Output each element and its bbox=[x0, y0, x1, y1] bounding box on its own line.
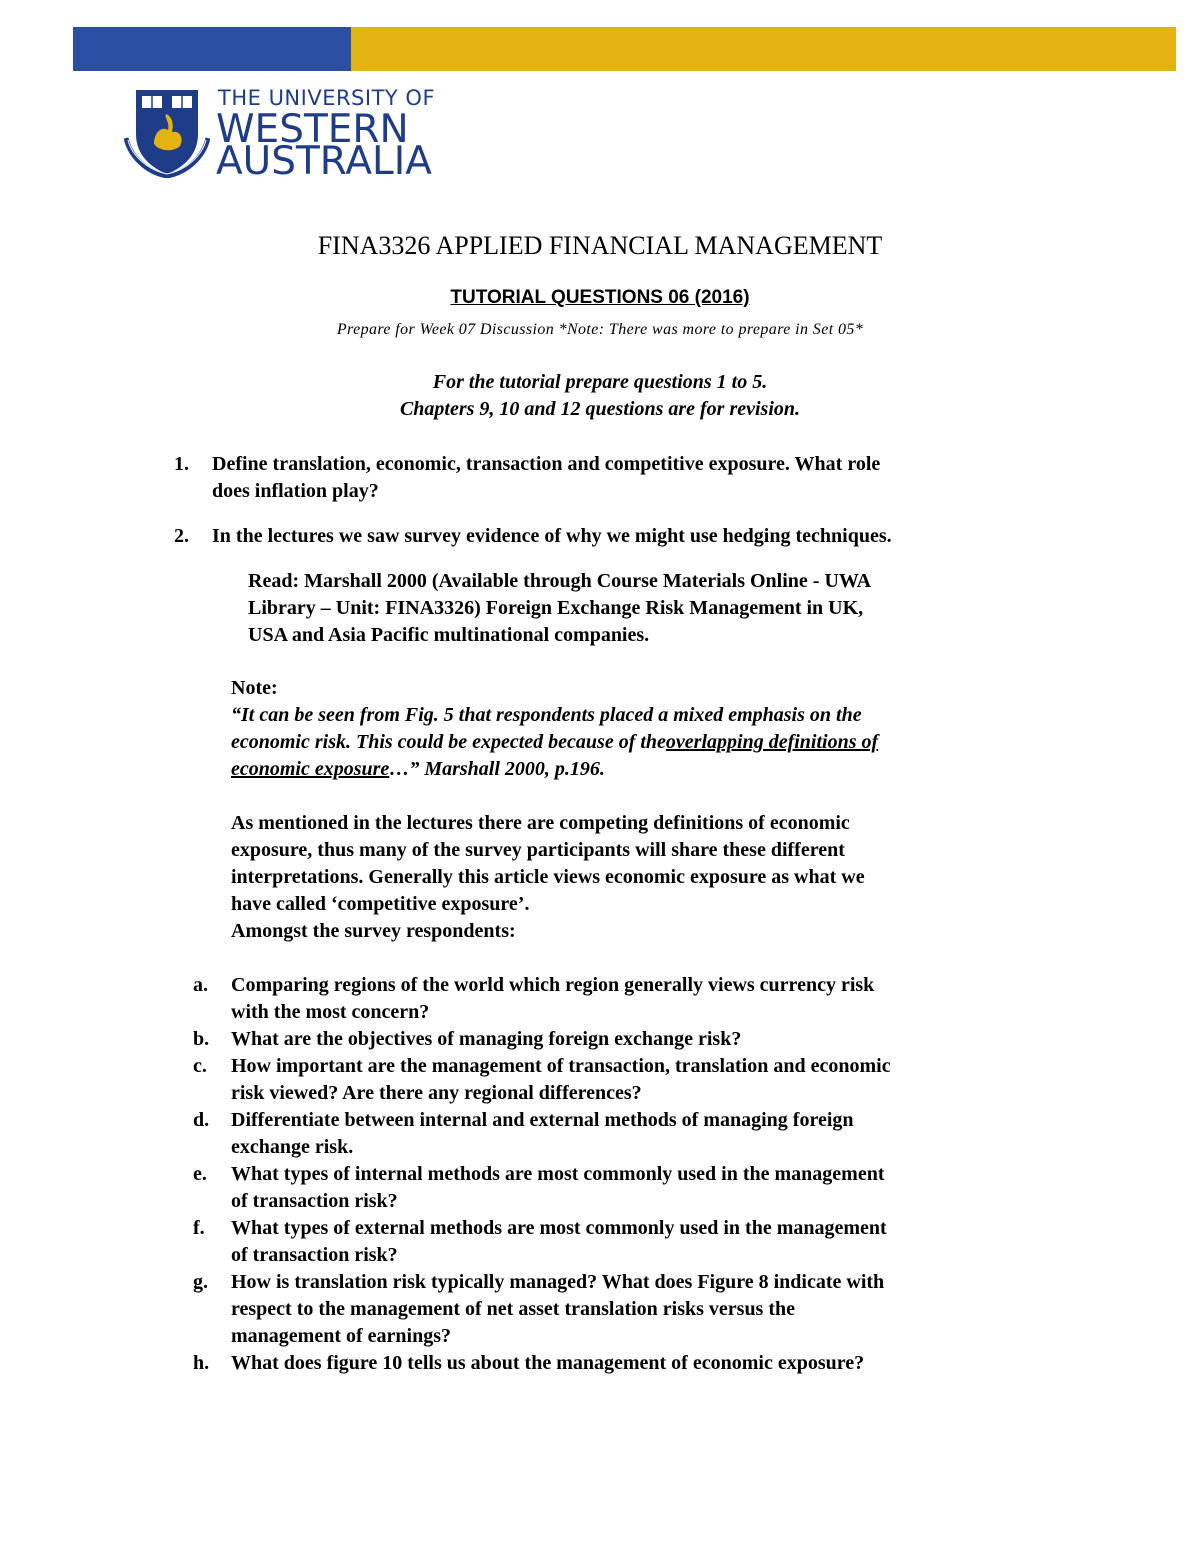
question-number: 2. bbox=[174, 525, 189, 547]
quote-line2-a: economic risk. This could be expected because of the bbox=[231, 731, 666, 753]
question-text bbox=[212, 451, 1032, 505]
subquestion-letter: g. bbox=[193, 1271, 208, 1293]
subquestion-text bbox=[231, 1107, 1031, 1161]
subquestion-line: of transaction risk? bbox=[231, 1244, 398, 1266]
reading-reference bbox=[248, 568, 1068, 649]
header-banner bbox=[73, 27, 1176, 71]
paragraph-line2: exposure, thus many of the survey participants will share these different bbox=[231, 839, 845, 861]
quote-line2 bbox=[231, 729, 1051, 756]
subquestion-letter: h. bbox=[193, 1352, 210, 1374]
subquestion-line: respect to the management of net asset translation risks versus the bbox=[231, 1298, 796, 1320]
question-number: 1. bbox=[174, 453, 189, 475]
paragraph-line5: Amongst the survey respondents: bbox=[231, 920, 516, 942]
subquestion-letter: f. bbox=[193, 1217, 205, 1239]
subquestion-line: risk viewed? Are there any regional differences? bbox=[231, 1082, 642, 1104]
subquestion-text bbox=[231, 1026, 1031, 1053]
subquestion-line: What does figure 10 tells us about the management of economic exposure? bbox=[231, 1352, 865, 1374]
subquestion-text bbox=[231, 1053, 1031, 1107]
subquestion-line: exchange risk. bbox=[231, 1136, 354, 1158]
logo-line2: WESTERN bbox=[216, 107, 409, 152]
reading-line3: USA and Asia Pacific multinational companies. bbox=[248, 624, 650, 646]
university-crest-icon bbox=[124, 86, 210, 178]
question-2-text: In the lectures we saw survey evidence of why we might use hedging techniques. bbox=[212, 525, 892, 547]
logo-line3: AUSTRALIA bbox=[216, 139, 432, 184]
subquestion-letter: b. bbox=[193, 1028, 210, 1050]
paragraph-line3: interpretations. Generally this article views economic exposure as what we bbox=[231, 866, 865, 888]
paragraph-line1: As mentioned in the lectures there are competing definitions of economic bbox=[231, 812, 850, 834]
banner-gold-bar bbox=[351, 27, 1176, 71]
subquestion-line: Differentiate between internal and external methods of managing foreign bbox=[231, 1109, 854, 1131]
intro-line1: For the tutorial prepare questions 1 to 5. bbox=[432, 371, 768, 393]
subquestion-text bbox=[231, 1269, 1031, 1350]
quote-line3 bbox=[231, 756, 1051, 783]
subquestion-line: management of earnings? bbox=[231, 1325, 451, 1347]
subquestion-line: How is translation risk typically managed? What does Figure 8 indicate with bbox=[231, 1271, 885, 1293]
subquestion-text bbox=[231, 1350, 1031, 1377]
explanation-paragraph bbox=[231, 810, 1051, 945]
subquestion-line: What types of internal methods are most commonly used in the management bbox=[231, 1163, 885, 1185]
subquestion-line: What types of external methods are most commonly used in the management bbox=[231, 1217, 887, 1239]
subquestion-text bbox=[231, 972, 1031, 1026]
intro-line2: Chapters 9, 10 and 12 questions are for revision. bbox=[399, 398, 801, 420]
university-logo bbox=[124, 84, 436, 184]
prep-note: Prepare for Week 07 Discussion *Note: There was more to prepare in Set 05* bbox=[336, 321, 864, 338]
subquestion-text bbox=[231, 1215, 1031, 1269]
subquestion-line: with the most concern? bbox=[231, 1001, 430, 1023]
quote-line1: “It can be seen from Fig. 5 that respondents placed a mixed emphasis on the bbox=[231, 704, 862, 726]
subquestion-letter: d. bbox=[193, 1109, 210, 1131]
paragraph-line4: have called ‘competitive exposure’. bbox=[231, 893, 530, 915]
reading-line2: Library – Unit: FINA3326) Foreign Exchange Risk Management in UK, bbox=[248, 597, 864, 619]
subquestion-letter: c. bbox=[193, 1055, 207, 1077]
intro-text bbox=[0, 369, 1200, 423]
banner-blue-bar bbox=[73, 27, 351, 71]
quote-line2-underlined: overlapping definitions of bbox=[665, 731, 879, 753]
tutorial-title: TUTORIAL QUESTIONS 06 (2016) bbox=[450, 287, 750, 308]
quote-line3-underlined: economic exposure bbox=[231, 758, 390, 780]
subquestion-line: of transaction risk? bbox=[231, 1190, 398, 1212]
quote-line3-b: …” Marshall 2000, p.196. bbox=[389, 758, 605, 780]
reading-line1: Read: Marshall 2000 (Available through Course Materials Online - UWA bbox=[248, 570, 872, 592]
course-title: FINA3326 APPLIED FINANCIAL MANAGEMENT bbox=[317, 231, 883, 260]
question-1-line1: Define translation, economic, transaction and competitive exposure. What role bbox=[212, 453, 881, 475]
subquestion-text bbox=[231, 1161, 1031, 1215]
subquestion-letter: a. bbox=[193, 974, 208, 996]
subquestion-line: Comparing regions of the world which region generally views currency risk bbox=[231, 974, 875, 996]
subquestion-line: What are the objectives of managing foreign exchange risk? bbox=[231, 1028, 742, 1050]
subquestion-letter: e. bbox=[193, 1163, 207, 1185]
note-block bbox=[231, 675, 1051, 783]
note-label: Note: bbox=[231, 677, 278, 699]
logo-line1: THE UNIVERSITY OF bbox=[218, 86, 436, 110]
question-1-line2: does inflation play? bbox=[212, 480, 379, 502]
subquestion-line: How important are the management of transaction, translation and economic bbox=[231, 1055, 891, 1077]
